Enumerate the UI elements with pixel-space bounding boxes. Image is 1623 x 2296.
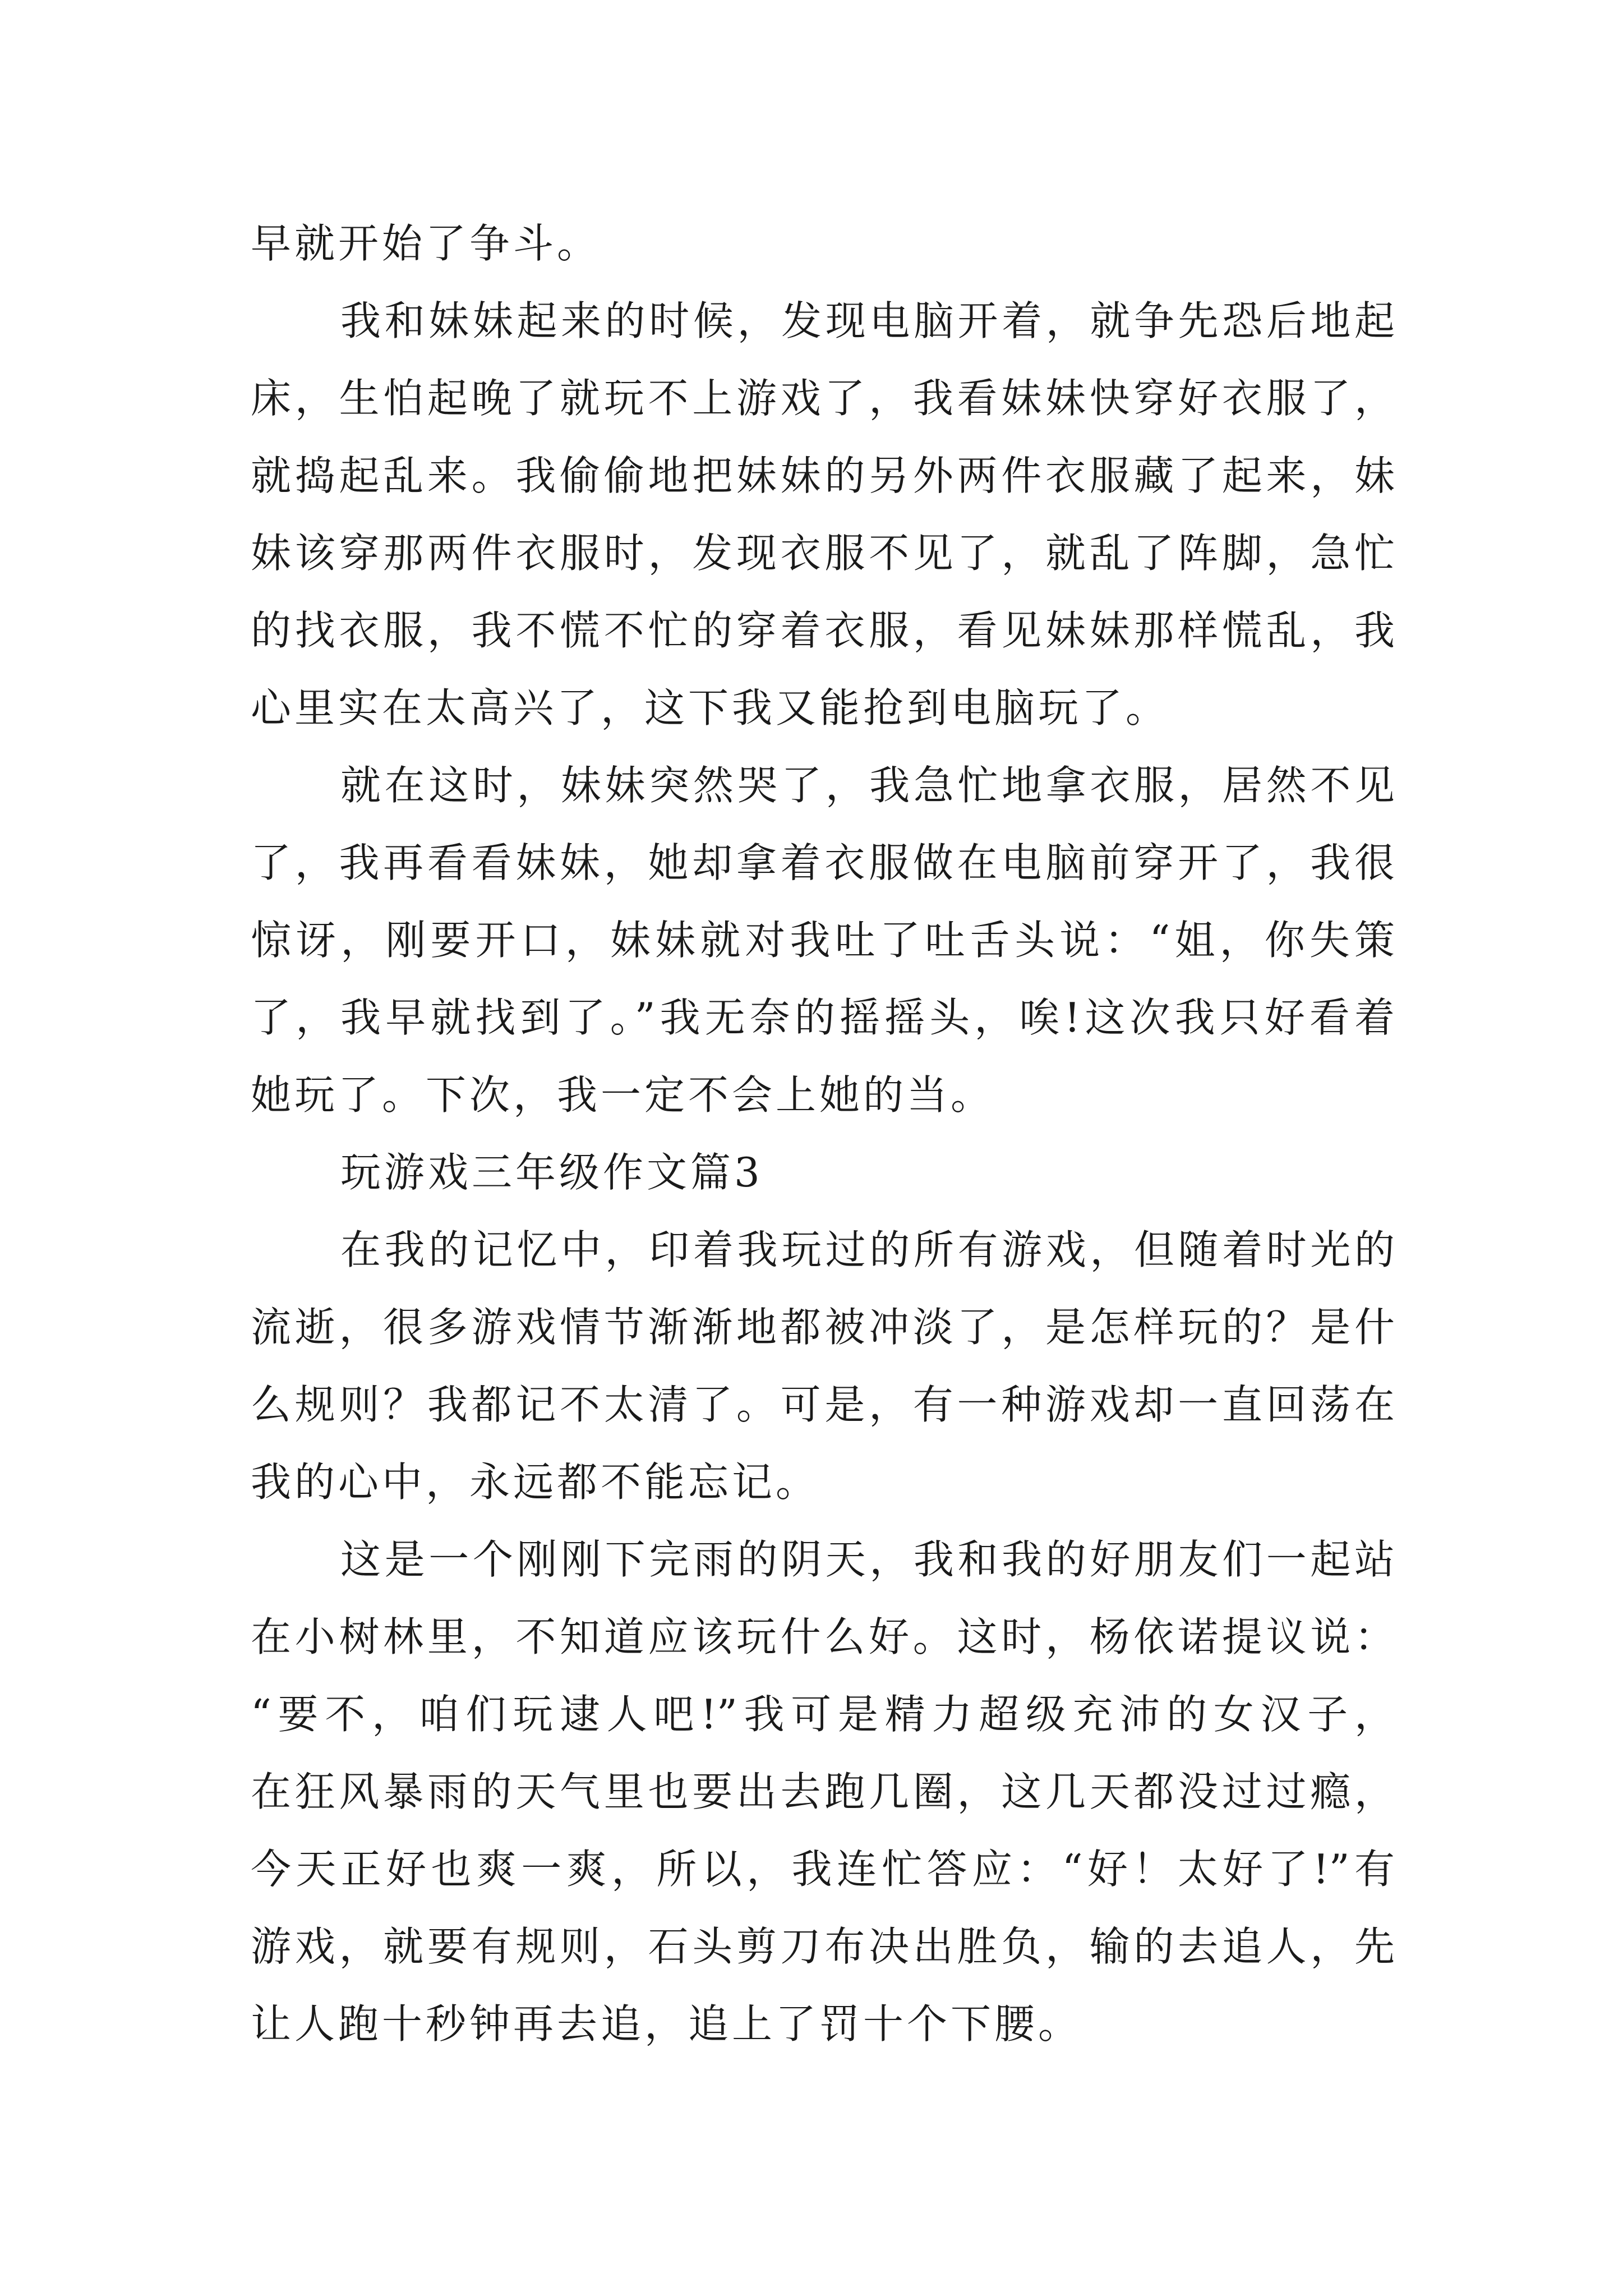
paragraph bbox=[251, 747, 1395, 1134]
text-line: “要不，咱们玩逮人吧!”我可是精力超级充沛的女汉子， bbox=[251, 1691, 1395, 1738]
paragraph bbox=[251, 205, 1395, 282]
paragraph bbox=[251, 282, 1395, 747]
text-line: 心里实在太高兴了，这下我又能抢到电脑玩了。 bbox=[251, 684, 1170, 731]
text-line: 了，我早就找到了。”我无奈的摇摇头，唉!这次我只好看着 bbox=[251, 994, 1395, 1041]
text-line: 就在这时，妹妹突然哭了，我急忙地拿衣服，居然不见 bbox=[340, 762, 1395, 809]
text-line: 在小树林里，不知道应该玩什么好。这时，杨依诺提议说： bbox=[251, 1613, 1395, 1660]
text-line: 就捣起乱来。我偷偷地把妹妹的另外两件衣服藏了起来，妹 bbox=[251, 452, 1395, 499]
text-line: 游戏，就要有规则，石头剪刀布决出胜负，输的去追人，先 bbox=[251, 1923, 1395, 1970]
text-line: 让人跑十秒钟再去追，追上了罚十个下腰。 bbox=[251, 2000, 1082, 2047]
paragraph bbox=[251, 1211, 1395, 1521]
text-line: 么规则？我都记不太清了。可是，有一种游戏却一直回荡在 bbox=[251, 1381, 1395, 1428]
text-line: 她玩了。下次，我一定不会上她的当。 bbox=[251, 1071, 995, 1119]
text-line: 妹该穿那两件衣服时，发现衣服不见了，就乱了阵脚，急忙 bbox=[251, 530, 1395, 577]
paragraph bbox=[251, 1521, 1395, 2063]
text-line: 床，生怕起晚了就玩不上游戏了，我看妹妹快穿好衣服了， bbox=[251, 375, 1395, 422]
text-line: 了，我再看看妹妹，她却拿着衣服做在电脑前穿开了，我很 bbox=[251, 839, 1395, 886]
text-line: 的找衣服，我不慌不忙的穿着衣服，看见妹妹那样慌乱，我 bbox=[251, 607, 1395, 654]
section-heading bbox=[251, 1134, 1395, 1211]
text-line: 我和妹妹起来的时候，发现电脑开着，就争先恐后地起 bbox=[340, 297, 1395, 344]
text-line: 惊讶，刚要开口，妹妹就对我吐了吐舌头说：“姐，你失策 bbox=[251, 917, 1395, 964]
text-line: 我的心中，永远都不能忘记。 bbox=[251, 1458, 820, 1506]
text-line: 这是一个刚刚下完雨的阴天，我和我的好朋友们一起站 bbox=[340, 1536, 1395, 1583]
heading-text: 玩游戏三年级作文篇3 bbox=[340, 1149, 763, 1196]
text-line: 在狂风暴雨的天气里也要出去跑几圈，这几天都没过过瘾， bbox=[251, 1768, 1395, 1815]
text-line: 在我的记忆中，印着我玩过的所有游戏，但随着时光的 bbox=[340, 1226, 1395, 1273]
text-line: 早就开始了争斗。 bbox=[251, 220, 601, 267]
text-line: 今天正好也爽一爽，所以，我连忙答应：“好！太好了!”有 bbox=[251, 1846, 1395, 1893]
text-line: 流逝，很多游戏情节渐渐地都被冲淡了，是怎样玩的？是什 bbox=[251, 1304, 1395, 1351]
document-page bbox=[251, 205, 1395, 2063]
